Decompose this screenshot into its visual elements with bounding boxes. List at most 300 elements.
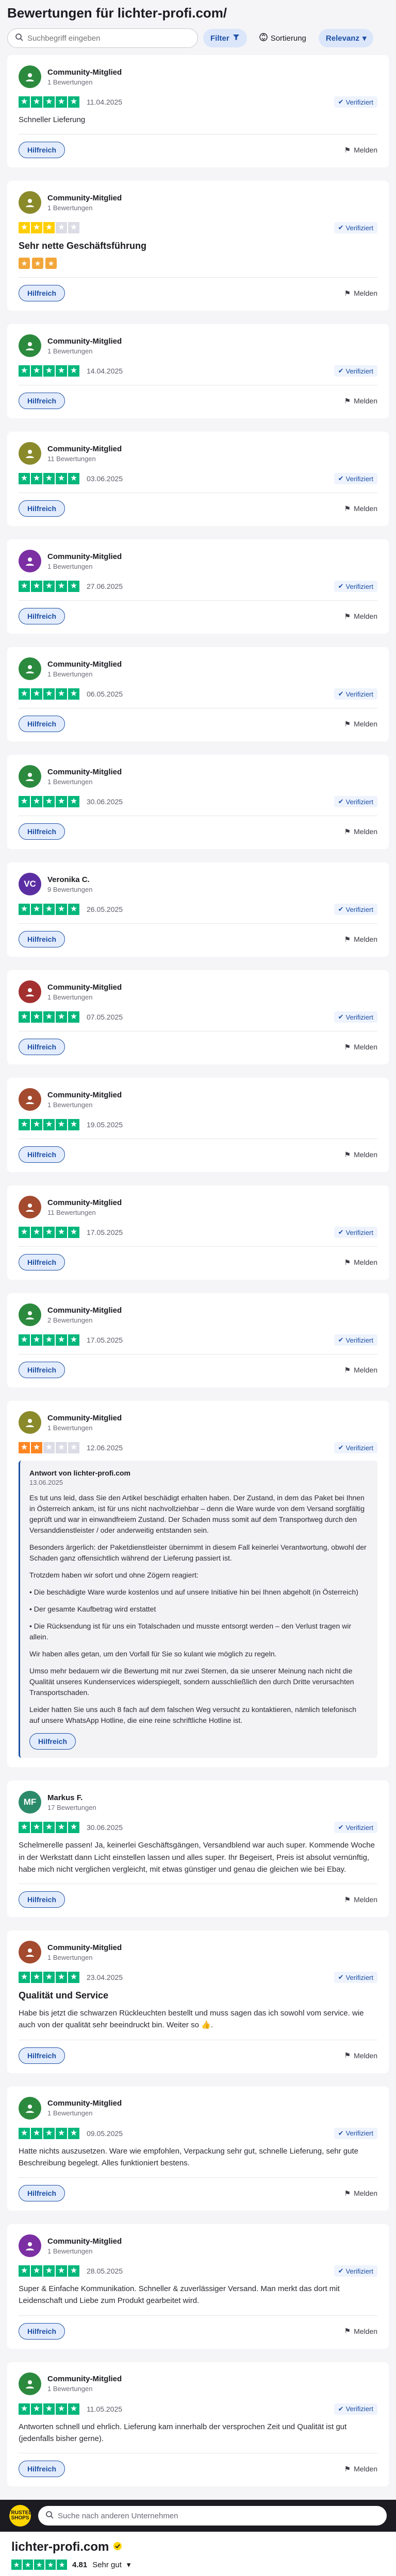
filter-bar — [7, 25, 389, 55]
star-icon: ★ — [19, 1334, 30, 1346]
search-input[interactable] — [27, 34, 190, 43]
consumer-review-count: 1 Bewertungen — [47, 1423, 93, 1432]
star-icon: ★ — [31, 2403, 42, 2415]
star-icon: ★ — [68, 1227, 79, 1238]
consumer-info[interactable] — [19, 765, 377, 788]
avatar — [19, 1941, 41, 1963]
star-icon: ★ — [43, 2128, 55, 2139]
star-icon: ★ — [19, 904, 30, 915]
consumer-review-count: 17 Bewertungen — [47, 1803, 96, 1811]
check-icon: ✔ — [338, 798, 344, 806]
star-icon: ★ — [31, 1119, 42, 1130]
avatar — [19, 65, 41, 88]
check-icon: ✔ — [338, 1444, 344, 1452]
consumer-review-count: 1 Bewertungen — [47, 777, 93, 786]
review-date: 11.05.2025 — [87, 2404, 123, 2413]
helpful-button[interactable]: Hilfreich — [19, 1254, 65, 1270]
flag-icon: ⚑ — [344, 504, 351, 513]
review-list-2 — [7, 1781, 389, 2486]
consumer-name: Community-Mitglied — [47, 1943, 122, 1952]
verified-label: Verifiziert — [345, 690, 373, 698]
star-icon: ★ — [19, 1227, 30, 1238]
shop-name: lichter-profi.com — [11, 2540, 109, 2554]
report-label: Melden — [354, 720, 377, 728]
verified-badge — [334, 581, 377, 592]
review-card — [7, 432, 389, 526]
flag-icon: ⚑ — [344, 935, 351, 943]
verified-badge — [334, 2403, 377, 2415]
consumer-name: Community-Mitglied — [47, 193, 122, 202]
consumer-review-count: 2 Bewertungen — [47, 1316, 93, 1324]
verified-badge-icon — [113, 2540, 122, 2554]
helpful-button[interactable]: Hilfreich — [19, 1891, 65, 1908]
filter-button[interactable] — [203, 29, 247, 47]
star-icon: ★ — [56, 1011, 67, 1023]
consumer-review-count: 1 Bewertungen — [47, 562, 93, 570]
flag-icon: ⚑ — [344, 145, 351, 154]
check-icon: ✔ — [338, 474, 344, 483]
star-icon: ★ — [43, 1227, 55, 1238]
star-icon: ★ — [43, 2265, 55, 2277]
consumer-name: Community-Mitglied — [47, 1306, 122, 1315]
star-icon: ★ — [31, 1972, 42, 1983]
consumer-info[interactable] — [19, 2372, 377, 2395]
user-icon — [24, 1417, 36, 1428]
helpful-button[interactable]: Hilfreich — [19, 931, 65, 947]
helpful-button[interactable]: Hilfreich — [19, 2323, 65, 2340]
check-icon: ✔ — [338, 690, 344, 698]
verified-badge — [334, 2128, 377, 2139]
rating-stars — [19, 1011, 123, 1023]
star-icon: ★ — [68, 1119, 79, 1130]
helpful-button[interactable]: Hilfreich — [19, 500, 65, 517]
sort-label-group — [252, 29, 314, 47]
flag-icon: ⚑ — [344, 2051, 351, 2059]
consumer-info[interactable] — [19, 873, 377, 895]
star-icon: ★ — [68, 904, 79, 915]
star-icon: ★ — [43, 1972, 55, 1983]
star-icon: ★ — [32, 258, 43, 269]
helpful-button[interactable]: Hilfreich — [19, 2461, 65, 2477]
flag-icon: ⚑ — [344, 1365, 351, 1374]
rating-stars — [19, 688, 123, 700]
helpful-button[interactable]: Hilfreich — [19, 142, 65, 158]
rating-stars — [19, 1972, 123, 1983]
star-icon: ★ — [56, 1442, 67, 1453]
reply-paragraph: Es tut uns leid, dass Sie den Artikel beschädigt erhalten haben. Der Zustand, in dem das Paket bei Ihnen in Österreich ankam, ist für uns nicht nachvollziehbar – denn die Ware wurde von dem Versand sorgfältig geprüft und war in einwandfreiem Zustand. Der Schaden muss somit auf dem Transportweg durch den Versanddienstleister / oder anderweitig entstanden sein. — [29, 1494, 365, 1535]
verified-badge — [334, 1011, 377, 1023]
star-icon: ★ — [19, 258, 30, 269]
star-icon: ★ — [19, 2128, 30, 2139]
star-icon: ★ — [43, 581, 55, 592]
star-icon: ★ — [31, 473, 42, 484]
consumer-info[interactable] — [19, 2234, 377, 2257]
star-icon: ★ — [56, 473, 67, 484]
consumer-name: Community-Mitglied — [47, 2236, 122, 2246]
trusted-shops-banner — [0, 2500, 396, 2532]
rating-stars — [19, 1227, 123, 1238]
flag-icon: ⚑ — [344, 719, 351, 728]
review-date: 28.05.2025 — [87, 2267, 123, 2275]
star-icon: ★ — [56, 1972, 67, 1983]
user-icon — [24, 197, 36, 208]
report-button[interactable] — [344, 504, 377, 513]
review-date: 19.05.2025 — [87, 1121, 123, 1129]
report-label: Melden — [354, 935, 377, 944]
star-icon: ★ — [31, 581, 42, 592]
sort-icon — [259, 33, 268, 43]
star-icon: ★ — [68, 688, 79, 700]
star-icon: ★ — [56, 1822, 67, 1833]
star-icon: ★ — [56, 222, 67, 233]
flag-icon: ⚑ — [344, 396, 351, 405]
star-icon: ★ — [19, 2265, 30, 2277]
review-card — [7, 2362, 389, 2487]
flag-icon: ⚑ — [344, 612, 351, 620]
helpful-button[interactable]: Hilfreich — [19, 393, 65, 409]
report-button[interactable] — [344, 146, 377, 155]
rating-stars — [19, 581, 123, 592]
reply-paragraph: • Der gesamte Kaufbetrag wird erstattet — [29, 1605, 156, 1614]
check-icon: ✔ — [338, 367, 344, 375]
star-icon: ★ — [34, 2560, 44, 2570]
star-icon: ★ — [45, 2560, 56, 2570]
consumer-review-count: 1 Bewertungen — [47, 78, 93, 86]
star-icon: ★ — [68, 1334, 79, 1346]
review-card — [7, 647, 389, 741]
report-button[interactable] — [344, 2189, 377, 2198]
review-card — [7, 755, 389, 849]
verified-badge — [334, 796, 377, 807]
consumer-name: Community-Mitglied — [47, 1090, 122, 1099]
consumer-review-count: 1 Bewertungen — [47, 2109, 93, 2117]
verified-badge — [334, 473, 377, 484]
star-icon: ★ — [43, 904, 55, 915]
reply-paragraph: • Die Rücksendung ist für uns ein Totalschaden und musste entsorgt werden – den Verlust tragen wir allein. — [29, 1622, 352, 1641]
report-label: Melden — [354, 397, 377, 405]
rating-stars — [19, 1442, 123, 1453]
star-icon: ★ — [19, 1011, 30, 1023]
rating-stars — [19, 1119, 123, 1130]
consumer-info[interactable] — [19, 191, 377, 214]
star-icon: ★ — [43, 1119, 55, 1130]
sticky-shop-header — [0, 2532, 396, 2576]
star-icon: ★ — [43, 473, 55, 484]
check-icon: ✔ — [338, 1973, 344, 1981]
verified-label: Verifiziert — [345, 367, 373, 375]
verified-badge — [334, 1227, 377, 1238]
verified-badge — [334, 1442, 377, 1453]
consumer-info[interactable] — [19, 2097, 377, 2120]
star-icon: ★ — [56, 2403, 67, 2415]
star-icon: ★ — [43, 365, 55, 377]
star-icon: ★ — [19, 2403, 30, 2415]
review-date: 17.05.2025 — [87, 1228, 123, 1237]
consumer-name: Community-Mitglied — [47, 2375, 122, 2383]
avatar — [19, 1088, 41, 1111]
verified-badge — [334, 365, 377, 377]
star-icon: ★ — [56, 688, 67, 700]
user-icon — [24, 555, 36, 567]
star-icon: ★ — [31, 688, 42, 700]
consumer-info[interactable] — [19, 334, 377, 357]
consumer-info[interactable] — [19, 65, 377, 88]
report-label: Melden — [354, 2465, 377, 2473]
star-icon: ★ — [68, 2265, 79, 2277]
consumer-name: Community-Mitglied — [47, 336, 122, 346]
rating-stars — [19, 1822, 123, 1833]
star-icon: ★ — [45, 258, 57, 269]
report-button[interactable] — [344, 827, 377, 836]
review-date: 07.05.2025 — [87, 1013, 123, 1022]
user-icon — [24, 448, 36, 459]
consumer-review-count: 1 Bewertungen — [47, 204, 93, 212]
reply-paragraph: Besonders ärgerlich: der Paketdienstleister übernimmt in diesem Fall keinerlei Verantwortung, obwohl der Schaden ganz offensichtlich während der Lieferung passiert ist. — [29, 1543, 367, 1563]
consumer-name: Community-Mitglied — [47, 767, 122, 776]
star-icon: ★ — [19, 796, 30, 807]
star-icon: ★ — [68, 96, 79, 108]
avatar — [19, 334, 41, 357]
review-date: 14.04.2025 — [87, 367, 123, 376]
review-text: Schneller Lieferung — [19, 115, 86, 124]
star-icon: ★ — [43, 796, 55, 807]
consumer-review-count: 1 Bewertungen — [47, 993, 93, 1001]
review-card — [7, 2087, 389, 2211]
avatar-initials: MF — [23, 1797, 37, 1807]
reply-paragraph: Leider hatten Sie uns auch 8 fach auf dem falschen Weg versucht zu kontaktieren, nämlich telefonisch auf unsere WhatsApp Hotline, die eine reine schriftliche Hotline ist. — [29, 1705, 356, 1725]
reply-date: 13.06.2025 — [29, 1479, 63, 1487]
consumer-name: Veronika C. — [47, 875, 90, 884]
report-button[interactable] — [344, 2465, 377, 2473]
user-icon — [24, 2378, 36, 2389]
report-button[interactable] — [344, 2327, 377, 2335]
trusted-shops-logo[interactable] — [9, 2505, 31, 2527]
verified-label: Verifiziert — [345, 2267, 373, 2275]
rating-stars — [19, 473, 123, 484]
report-label: Melden — [354, 612, 377, 621]
review-date: 11.04.2025 — [87, 98, 123, 106]
avatar — [19, 2372, 41, 2395]
avatar — [19, 765, 41, 788]
rating-stars — [19, 365, 123, 377]
rating-stars — [19, 96, 122, 108]
rating-stars — [19, 2128, 123, 2139]
reply-paragraph: Trotzdem haben wir sofort und ohne Zögern reagiert: — [29, 1571, 199, 1580]
company-search-placeholder: Suche nach anderen Unternehmen — [58, 2511, 178, 2520]
report-button[interactable] — [344, 1043, 377, 1052]
helpful-button[interactable]: Hilfreich — [19, 823, 65, 840]
reply-paragraph: Umso mehr bedauern wir die Bewertung mit nur zwei Sternen, da sie unserer Meinung nach nicht die Qualität unseres Kundenservices widerspiegelt, sondern ausschließlich den durch Dritte verursachten Transportschaden. — [29, 1667, 354, 1697]
consumer-review-count: 1 Bewertungen — [47, 2247, 93, 2255]
review-attachments[interactable] — [19, 258, 377, 269]
report-label: Melden — [354, 2327, 377, 2335]
review-card — [7, 539, 389, 634]
review-card — [7, 1930, 389, 2073]
star-icon: ★ — [19, 365, 30, 377]
consumer-review-count: 1 Bewertungen — [47, 2385, 93, 2393]
consumer-review-count: 1 Bewertungen — [47, 670, 93, 678]
verified-label: Verifiziert — [345, 1444, 373, 1452]
star-icon: ★ — [19, 1972, 30, 1983]
report-button[interactable] — [344, 397, 377, 405]
star-icon: ★ — [43, 1822, 55, 1833]
verified-label: Verifiziert — [345, 1823, 373, 1832]
consumer-review-count: 1 Bewertungen — [47, 347, 93, 355]
consumer-info[interactable] — [19, 657, 377, 680]
report-button[interactable] — [344, 2051, 377, 2060]
helpful-button[interactable]: Hilfreich — [19, 285, 65, 301]
user-icon — [24, 340, 36, 351]
star-icon: ★ — [19, 473, 30, 484]
star-icon: ★ — [43, 1442, 55, 1453]
report-button[interactable] — [344, 1895, 377, 1904]
rating-stars — [19, 222, 87, 233]
star-icon: ★ — [19, 1822, 30, 1833]
helpful-button[interactable]: Hilfreich — [19, 716, 65, 732]
consumer-info[interactable] — [19, 1791, 377, 1814]
star-icon: ★ — [31, 96, 42, 108]
consumer-info[interactable] — [19, 550, 377, 572]
verified-label: Verifiziert — [345, 2405, 373, 2413]
sort-select[interactable] — [319, 29, 374, 47]
review-date: 30.06.2025 — [87, 1823, 123, 1832]
verified-label: Verifiziert — [345, 1336, 373, 1344]
check-icon: ✔ — [338, 2267, 344, 2275]
helpful-button[interactable]: Hilfreich — [19, 608, 65, 624]
consumer-name: Community-Mitglied — [47, 552, 122, 561]
report-button[interactable] — [344, 935, 377, 944]
helpful-button[interactable]: Hilfreich — [19, 1146, 65, 1163]
user-icon — [24, 2240, 36, 2251]
chevron-down-icon[interactable]: ▾ — [126, 2561, 131, 2569]
avatar — [19, 980, 41, 1003]
consumer-info[interactable] — [19, 1303, 377, 1326]
review-text: Habe bis jetzt die schwarzen Rückleuchten bestellt und muss sagen das ich sowohl vom service. wie auch von der qualität sehr beeindruckt bin. Weiter so 👍. — [19, 2009, 364, 2030]
avatar — [19, 2234, 41, 2257]
verified-badge — [334, 1972, 377, 1983]
review-card — [7, 1781, 389, 1917]
star-icon: ★ — [68, 365, 79, 377]
star-icon: ★ — [68, 1442, 79, 1453]
reply-paragraph: • Die beschädigte Ware wurde kostenlos und auf unsere Initiative hin bei Ihnen abgeholt (in Österreich) — [29, 1588, 358, 1597]
report-button[interactable] — [344, 289, 377, 298]
helpful-button[interactable]: Hilfreich — [19, 1039, 65, 1055]
flag-icon: ⚑ — [344, 827, 351, 836]
reply-paragraph: Wir haben alles getan, um den Vorfall für Sie so kulant wie möglich zu regeln. — [29, 1650, 277, 1658]
helpful-button[interactable]: Hilfreich — [19, 1362, 65, 1378]
star-icon: ★ — [56, 2128, 67, 2139]
flag-icon: ⚑ — [344, 289, 351, 297]
check-icon: ✔ — [338, 582, 344, 590]
star-icon: ★ — [19, 1119, 30, 1130]
search-box[interactable] — [7, 28, 198, 48]
avatar-initials: VC — [24, 879, 36, 889]
report-button[interactable] — [344, 1150, 377, 1159]
verified-label: Verifiziert — [345, 1013, 373, 1021]
avatar — [19, 1411, 41, 1434]
sort-label: Sortierung — [270, 33, 306, 43]
report-button[interactable] — [344, 1366, 377, 1375]
review-title: Sehr nette Geschäftsführung — [19, 241, 147, 251]
star-icon: ★ — [68, 796, 79, 807]
verified-badge — [334, 688, 377, 700]
star-icon: ★ — [43, 2403, 55, 2415]
review-text: Schelmerelle passen! Ja, keinerlei Geschäftsgängen, Versandblend war auch super. Kommende Woche in der Werkstatt dann Licht einstellen lassen und alles super. Ihr Begeisert, Preis ist absolut vernünftig, habe mich nicht verglichen vergleicht, mit etwas günstiger und genau die gleichen wie bei Ebay. — [19, 1841, 375, 1874]
verified-label: Verifiziert — [345, 1228, 373, 1236]
rating-stars — [19, 904, 123, 915]
star-icon: ★ — [31, 1334, 42, 1346]
consumer-review-count: 11 Bewertungen — [47, 1208, 96, 1216]
chevron-down-icon: ▾ — [362, 34, 367, 43]
avatar — [19, 873, 41, 895]
star-icon: ★ — [31, 796, 42, 807]
check-icon: ✔ — [338, 2129, 344, 2137]
company-search-box[interactable] — [38, 2506, 387, 2526]
check-icon: ✔ — [338, 224, 344, 232]
review-card — [7, 1185, 389, 1280]
rating-stars — [19, 796, 123, 807]
report-label: Melden — [354, 146, 377, 155]
review-card — [7, 1401, 389, 1767]
consumer-name: Community-Mitglied — [47, 659, 122, 669]
consumer-info[interactable] — [19, 980, 377, 1003]
logo-line1: TRUSTED — [8, 2510, 32, 2516]
consumer-info[interactable] — [19, 1088, 377, 1111]
reply-helpful-button[interactable]: Hilfreich — [29, 1733, 76, 1750]
star-icon: ★ — [56, 796, 67, 807]
star-icon: ★ — [11, 2560, 22, 2570]
consumer-review-count: 1 Bewertungen — [47, 1953, 93, 1961]
review-date: 30.06.2025 — [87, 798, 123, 806]
star-icon: ★ — [31, 1822, 42, 1833]
star-icon: ★ — [68, 581, 79, 592]
check-icon: ✔ — [338, 1336, 344, 1344]
star-icon: ★ — [43, 96, 55, 108]
report-button[interactable] — [344, 1258, 377, 1267]
report-button[interactable] — [344, 720, 377, 728]
review-date: 03.06.2025 — [87, 474, 123, 483]
check-icon: ✔ — [338, 1823, 344, 1832]
star-icon: ★ — [56, 1334, 67, 1346]
flag-icon: ⚑ — [344, 1042, 351, 1051]
consumer-info[interactable] — [19, 1411, 377, 1434]
consumer-info[interactable] — [19, 1196, 377, 1218]
star-icon: ★ — [19, 581, 30, 592]
review-date: 26.05.2025 — [87, 905, 123, 914]
report-button[interactable] — [344, 612, 377, 621]
flag-icon: ⚑ — [344, 2327, 351, 2335]
consumer-info[interactable] — [19, 1941, 377, 1963]
consumer-info[interactable] — [19, 442, 377, 465]
helpful-button[interactable]: Hilfreich — [19, 2047, 65, 2064]
consumer-name: Community-Mitglied — [47, 2099, 122, 2108]
search-icon — [45, 2511, 54, 2521]
star-icon: ★ — [31, 1227, 42, 1238]
report-label: Melden — [354, 1150, 377, 1159]
report-label: Melden — [354, 289, 377, 298]
flag-icon: ⚑ — [344, 1258, 351, 1266]
verified-badge — [334, 222, 377, 233]
report-label: Melden — [354, 1366, 377, 1375]
star-icon: ★ — [68, 1011, 79, 1023]
consumer-name: Markus F. — [47, 1793, 83, 1802]
user-icon — [24, 71, 36, 82]
star-icon: ★ — [68, 2403, 79, 2415]
helpful-button[interactable]: Hilfreich — [19, 2185, 65, 2201]
consumer-review-count: 9 Bewertungen — [47, 885, 93, 893]
flag-icon: ⚑ — [344, 1150, 351, 1159]
page-title: Bewertungen für lichter-profi.com/ — [7, 5, 227, 21]
